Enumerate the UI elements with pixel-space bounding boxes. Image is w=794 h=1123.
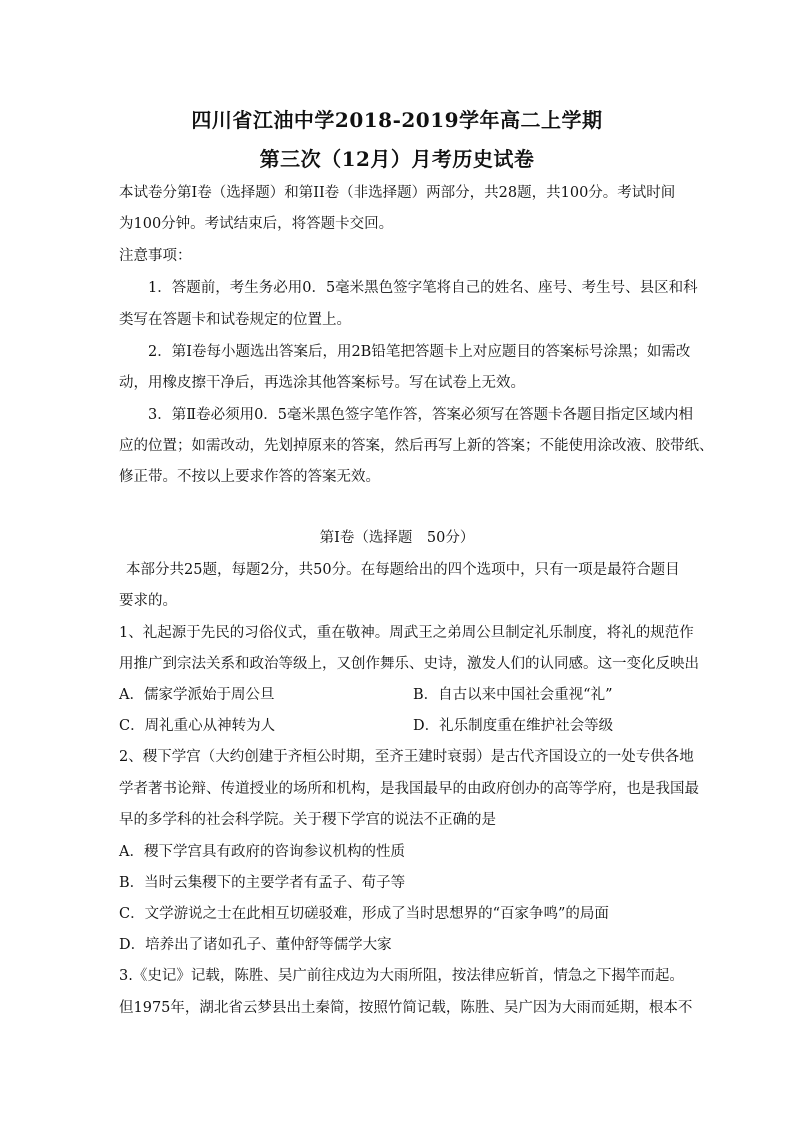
note-1-line-2: 类写在答题卡和试卷规定的位置上。 (119, 312, 351, 328)
note-3-line-1: 3．第Ⅱ卷必须用0．5毫米黑色签字笔作答，答案必须写在答题卡各题目指定区域内相 (148, 407, 694, 423)
q2-option-b: B．当时云集稷下的主要学者有孟子、荀子等 (119, 875, 406, 891)
note-3-line-3: 修正带。不按以上要求作答的答案无效。 (119, 469, 380, 485)
exam-title-line1: 四川省江油中学2018-2019学年高二上学期 (191, 108, 603, 132)
q2-option-a: A．稷下学宫具有政府的咨询参议机构的性质 (119, 844, 405, 860)
q2-stem-line-1: 2、稷下学宫（大约创建于齐桓公时期，至齐王建时衰弱）是古代齐国设立的一处专供各地 (119, 749, 694, 765)
q2-stem-line-2: 学者著书论辩、传道授业的场所和机构，是我国最早的由政府创办的高等学府，也是我国最 (119, 781, 699, 797)
intro-line-2: 为100分钟。考试结束后，将答题卡交回。 (119, 216, 394, 232)
q3-stem-line-2: 但1975年，湖北省云梦县出土秦简，按照竹简记载，陈胜、吴广因为大雨而延期，根本不 (119, 1000, 693, 1016)
q2-stem-line-3: 早的多学科的社会科学院。关于稷下学宫的说法不正确的是 (119, 812, 496, 828)
section-intro-line-2: 要求的。 (119, 593, 177, 609)
q2-option-c: C．文学游说之士在此相互切磋驳难，形成了当时思想界的“百家争鸣”的局面 (119, 906, 609, 922)
q2-option-d: D．培养出了诸如孔子、董仲舒等儒学大家 (119, 937, 392, 953)
note-2-line-1: 2．第Ⅰ卷每小题选出答案后，用2B铅笔把答题卡上对应题目的答案标号涂黑；如需改 (148, 344, 691, 360)
q3-stem-line-1: 3.《史记》记载，陈胜、吴广前往戍边为大雨所阻，按法律应斩首，情急之下揭竿而起。 (119, 968, 684, 984)
q1-option-c: C．周礼重心从神转为人 (119, 718, 276, 734)
note-1-line-1: 1．答题前，考生务必用0．5毫米黑色签字笔将自己的姓名、座号、考生号、县区和科 (148, 280, 698, 296)
q1-option-d: D．礼乐制度重在维护社会等级 (413, 718, 614, 734)
section-intro-line-1: 本部分共25题，每题2分，共50分。在每题给出的四个选项中，只有一项是最符合题目 (126, 562, 680, 578)
exam-title-line2: 第三次（12月）月考历史试卷 (259, 147, 535, 171)
q1-option-a: A．儒家学派始于周公旦 (119, 687, 275, 703)
notes-heading: 注意事项： (119, 248, 192, 264)
note-2-line-2: 动，用橡皮擦干净后，再选涂其他答案标号。写在试卷上无效。 (119, 375, 525, 391)
q1-stem-line-2: 用推广到宗法关系和政治等级上，又创作舞乐、史诗，激发人们的认同感。这一变化反映出 (119, 656, 699, 672)
intro-line-1: 本试卷分第Ⅰ卷（选择题）和第II卷（非选择题）两部分，共28题，共100分。考试时间 (119, 185, 676, 201)
q1-option-b: B．自古以来中国社会重视“礼” (413, 687, 613, 703)
q1-stem-line-1: 1、礼起源于先民的习俗仪式，重在敬神。周武王之弟周公旦制定礼乐制度，将礼的规范作 (119, 625, 694, 641)
section-title: 第Ⅰ卷（选择题 50分） (319, 530, 475, 546)
note-3-line-2: 应的位置；如需改动，先划掉原来的答案，然后再写上新的答案；不能使用涂改液、胶带纸、 (119, 438, 714, 454)
